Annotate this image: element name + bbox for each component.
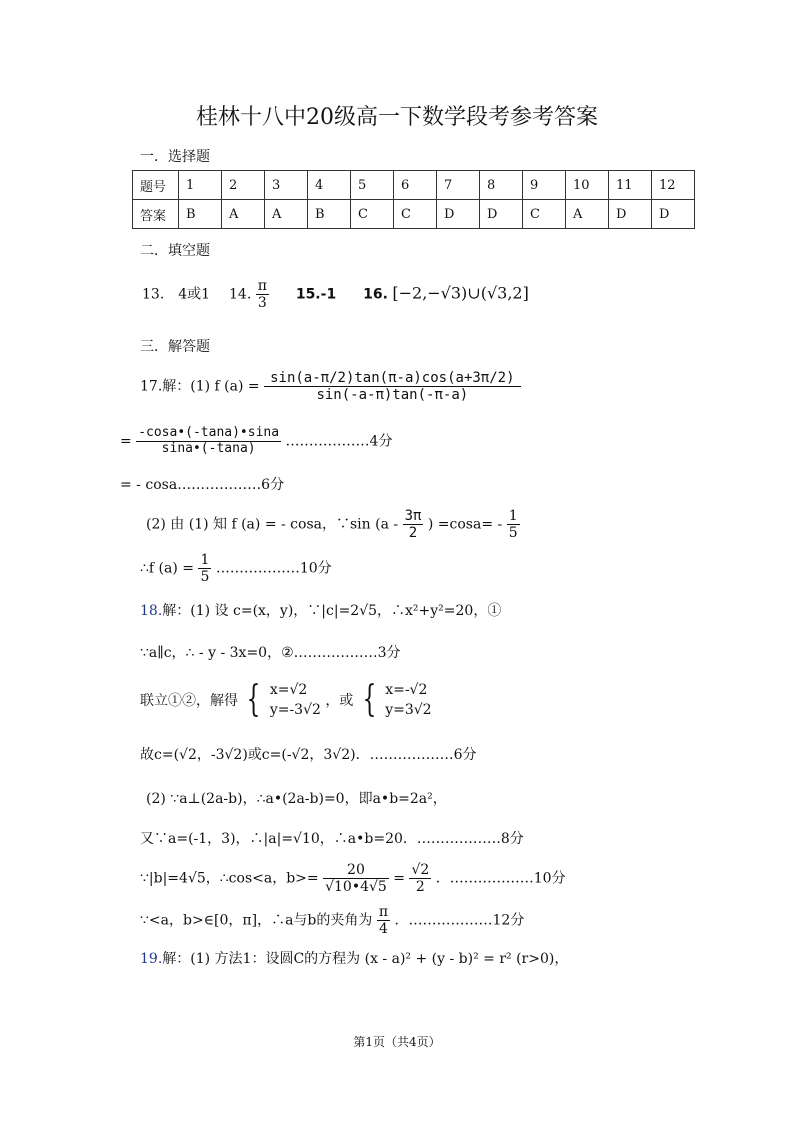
- fraction-numerator: -cosa•(-tana)•sina: [138, 425, 280, 440]
- table-row: [133, 171, 695, 200]
- p17-line5: [140, 552, 332, 585]
- p18-line8: [140, 904, 524, 937]
- left-brace-icon: {: [247, 679, 261, 720]
- table-cell: 8: [480, 171, 523, 200]
- p18-or: ，或: [325, 693, 354, 709]
- p18-line8-text: ∵<a，b>∈[0，π]，∴a与b的夹角为: [140, 912, 373, 929]
- table-cell: D: [437, 200, 480, 229]
- fraction-numerator: 20: [323, 862, 389, 879]
- section-solution-heading: 三．解答题: [140, 339, 210, 355]
- table-cell: 2: [222, 171, 265, 200]
- p18-line7-text: ∵|b|=4√5，∴cos<a，b>=: [140, 870, 319, 887]
- fraction-numerator: 1: [200, 552, 210, 568]
- p17-line4: [146, 508, 520, 541]
- table-cell: 11: [609, 171, 652, 200]
- section-choice-heading: 一．选择题: [140, 149, 210, 165]
- p18-line7-fraction: [323, 862, 389, 895]
- table-cell: 9: [523, 171, 566, 200]
- p19-line1: [140, 948, 568, 968]
- answer-16-value: [−2,−√3)∪(√3,2]: [392, 283, 529, 303]
- p17-fraction-2: [136, 426, 281, 457]
- p18-line7: [140, 862, 566, 895]
- fraction-denominator: 2: [415, 879, 425, 896]
- p18-line6: 又∵a=(-1，3)，∴|a|=√10，∴a•b=20．………………8分: [140, 831, 524, 847]
- p17-line2: [120, 426, 392, 457]
- p17-line5-fraction: [198, 552, 211, 585]
- system-equation: y=3√2: [385, 702, 432, 718]
- p17-fraction-1: [264, 370, 520, 403]
- table-row: [133, 200, 695, 229]
- p18-system-prefix: 联立①②，解得: [140, 693, 238, 709]
- score-marker: ．………………10分: [435, 870, 566, 887]
- fraction-denominator: 4: [378, 921, 388, 938]
- answer-14-label: 14.: [229, 286, 252, 303]
- table-header-cell: 答案: [133, 200, 179, 229]
- score-marker: ．………………12分: [394, 912, 525, 929]
- p18-line1: [140, 600, 501, 620]
- table-cell: A: [222, 200, 265, 229]
- fraction-denominator: sin(-a-π)tan(-π-a): [316, 387, 469, 404]
- table-cell: D: [480, 200, 523, 229]
- system-equation: x=√2: [269, 682, 308, 698]
- p19-line1-text: 解：(1) 方法1：设圆C的方程为 (x - a)² + (y - b)² = r² (r>0)，: [162, 951, 569, 967]
- p17-part2-text: (2) 由 (1) 知 f (a) = - cosa，∵sin (a -: [146, 516, 399, 533]
- p19-label: 19.: [140, 951, 163, 967]
- system-equation: x=-√2: [385, 682, 428, 698]
- p18-line5: (2) ∵a⊥(2a-b)，∴a•(2a-b)=0，即a•b=2a²，: [146, 791, 447, 807]
- table-cell: 10: [566, 171, 609, 200]
- fraction-denominator: √10•4√5: [325, 879, 387, 896]
- answer-table: [132, 170, 695, 229]
- table-cell: 12: [652, 171, 695, 200]
- p18-system-2: [385, 680, 431, 720]
- p17-line3: = - cosa………………6分: [120, 477, 285, 493]
- fraction-denominator: 2: [408, 525, 418, 542]
- equals-sign: =: [120, 433, 132, 450]
- p18-line1-text: 解：(1) 设 c=(x，y)，∵|c|=2√5，∴x²+y²=20，①: [162, 603, 502, 619]
- answer-13: 13. 4或1: [142, 286, 211, 303]
- fill-answers-line: [142, 278, 529, 311]
- table-cell: 5: [351, 171, 394, 200]
- fraction-numerator: π: [378, 904, 389, 920]
- p18-system-1: [270, 680, 321, 720]
- score-marker: ………………10分: [215, 560, 332, 577]
- table-cell: C: [351, 200, 394, 229]
- fraction-denominator: 5: [508, 525, 518, 542]
- table-cell: 3: [265, 171, 308, 200]
- table-cell: C: [523, 200, 566, 229]
- table-cell: B: [308, 200, 351, 229]
- p17-part2-fraction-2: [507, 508, 520, 541]
- p17-intro: 17.解：(1) f (a) =: [140, 378, 260, 395]
- system-equation: y=-3√2: [269, 702, 321, 718]
- page-title: 桂林十八中20级高一下数学段考参考答案: [196, 105, 598, 130]
- section-fill-heading: 二．填空题: [140, 243, 210, 259]
- equals-sign: =: [393, 870, 406, 887]
- p17-part2-fraction: [403, 508, 424, 541]
- fraction-numerator: 3π: [404, 508, 422, 524]
- table-cell: 7: [437, 171, 480, 200]
- p17-line5-text: ∴f (a) =: [140, 560, 194, 577]
- table-header-cell: 题号: [133, 171, 179, 200]
- p18-line3: [140, 680, 432, 720]
- table-cell: 4: [308, 171, 351, 200]
- table-cell: B: [179, 200, 222, 229]
- fraction-numerator: π: [257, 278, 267, 294]
- answer-15: 15.-1: [295, 286, 337, 303]
- answer-16-label: 16.: [363, 286, 388, 303]
- p18-line2: ∵a∥c，∴ - y - 3x=0，②………………3分: [140, 645, 401, 661]
- left-brace-icon: {: [362, 679, 377, 720]
- score-marker: ………………4分: [285, 433, 393, 450]
- table-cell: 1: [179, 171, 222, 200]
- table-cell: C: [394, 200, 437, 229]
- table-cell: D: [609, 200, 652, 229]
- fraction-numerator: √2: [411, 862, 430, 878]
- fraction-numerator: 1: [508, 508, 518, 524]
- table-cell: A: [566, 200, 609, 229]
- answer-14-fraction: [256, 278, 269, 311]
- fraction-denominator: 3: [257, 295, 267, 312]
- table-cell: 6: [394, 171, 437, 200]
- p18-line7-fraction-2: [409, 862, 431, 895]
- p18-line8-fraction: [377, 904, 390, 937]
- p18-label: 18.: [140, 603, 163, 619]
- table-cell: A: [265, 200, 308, 229]
- fraction-denominator: sina•(-tana): [161, 440, 256, 456]
- p17-line1: [140, 370, 521, 403]
- table-cell: D: [652, 200, 695, 229]
- p18-line4: 故c=(√2，-3√2)或c=(-√2，3√2)．………………6分: [140, 747, 477, 763]
- fraction-denominator: 5: [200, 569, 210, 586]
- fraction-numerator: sin(a-π/2)tan(π-a)cos(a+3π/2): [264, 370, 520, 387]
- p17-part2-text-2: ) =cosa= -: [427, 516, 503, 533]
- page-footer: 第1页（共4页）: [353, 1035, 441, 1049]
